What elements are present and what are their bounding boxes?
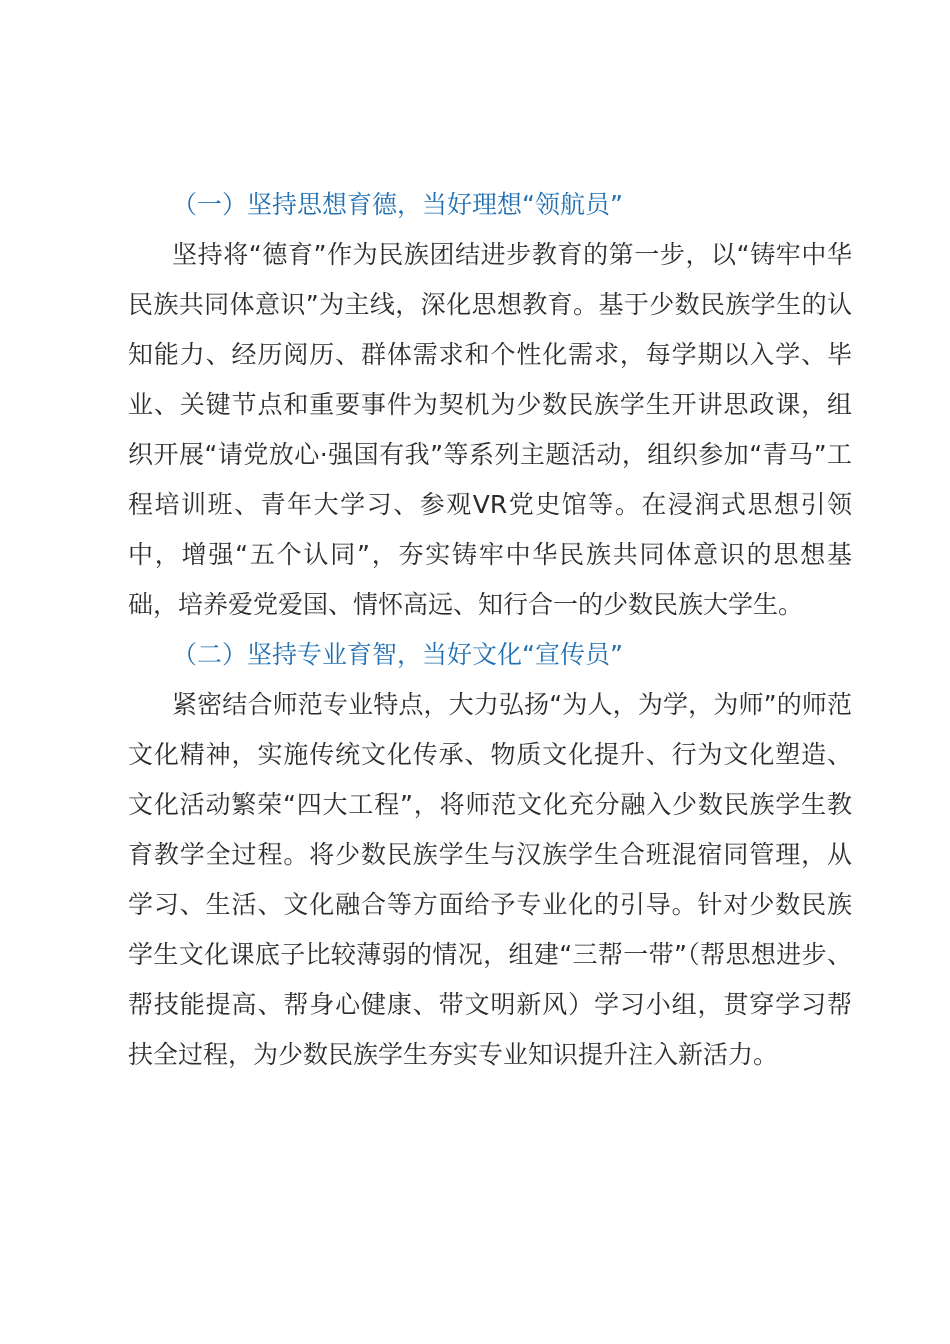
- section-paragraph-1: 坚持将“德育”作为民族团结进步教育的第一步，以“铸牢中华民族共同体意识”为主线，深化思想教育。基于少数民族学生的认知能力、经历阅历、群体需求和个性化需求，每学期以入学、毕业、关键节点和重要事件为契机为少数民族学生开讲思政课，组织开展“请党放心·强国有我”等系列主题活动，组织参加“青马”工程培训班、青年大学习、参观VR党史馆等。在浸润式思想引领中，增强“五个认同”，夯实铸牢中华民族共同体意识的思想基础，培养爱党爱国、情怀高远、知行合一的少数民族大学生。: [128, 240, 852, 619]
- section-heading-1: （一）坚持思想育德，当好理想“领航员”: [172, 190, 623, 219]
- document-body: [128, 180, 852, 1080]
- section-paragraph-2: 紧密结合师范专业特点，大力弘扬“为人，为学，为师”的师范文化精神，实施传统文化传承、物质文化提升、行为文化塑造、文化活动繁荣“四大工程”，将师范文化充分融入少数民族学生教育教学全过程。将少数民族学生与汉族学生合班混宿同管理，从学习、生活、文化融合等方面给予专业化的引导。针对少数民族学生文化课底子比较薄弱的情况，组建“三帮一带”（帮思想进步、帮技能提高、帮身心健康、带文明新风）学习小组，贯穿学习帮扶全过程，为少数民族学生夯实专业知识提升注入新活力。: [128, 690, 852, 1069]
- section-heading-2: （二）坚持专业育智，当好文化“宣传员”: [172, 640, 623, 669]
